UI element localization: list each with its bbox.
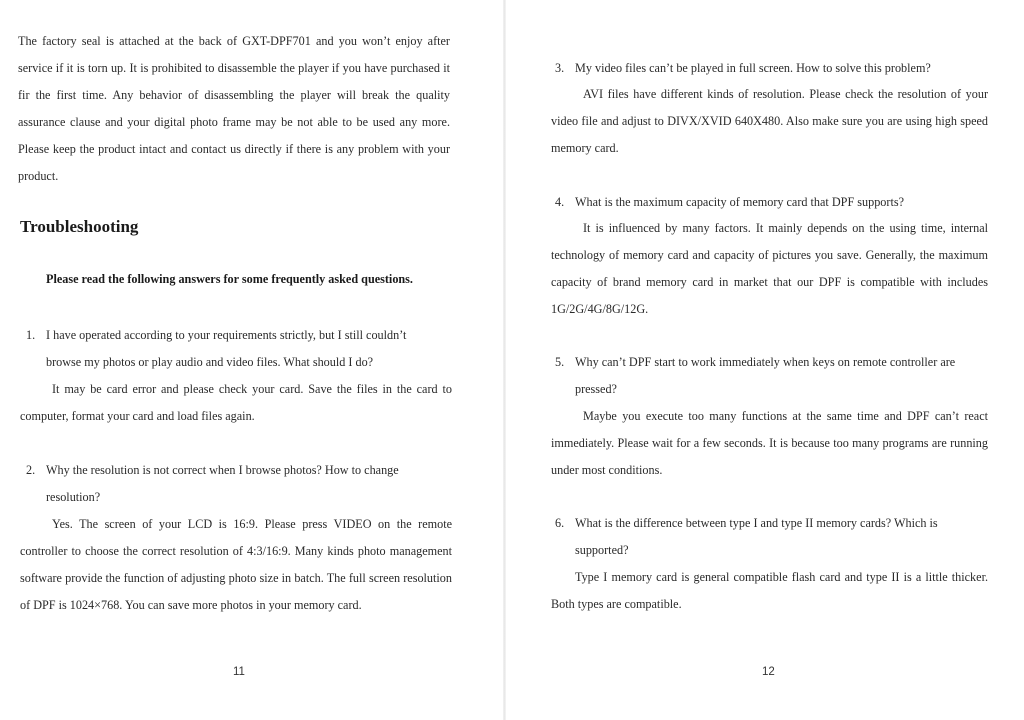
faq-answer-5: Maybe you execute too many functions at the same time and DPF can’t react immediately. Please wait for a few seconds. It is because too many programs are running under most conditions.	[551, 409, 988, 477]
faq-number: 6.	[555, 516, 565, 530]
faq-answer-2: Yes. The screen of your LCD is 16:9. Please press VIDEO on the remote controller to choose the correct resolution of 4:3/16:9. Many kinds photo management software provide the function of adjusting photo size in batch. The full screen resolution of DPF is 1024×768. You can save more photos in your memory card.	[20, 517, 452, 612]
faq-question-4	[555, 189, 988, 216]
faq-answer-1: It may be card error and please check your card. Save the files in the card to computer, format your card and load files again.	[20, 382, 452, 423]
faq-question-text: I have operated according to your requirements strictly, but I still couldn’t	[46, 328, 407, 342]
page-left	[0, 0, 505, 720]
page-number: 11	[233, 666, 245, 678]
section-subheading: Please read the following answers for some frequently asked questions.	[46, 272, 413, 286]
faq-question-2	[26, 457, 452, 511]
page-right	[507, 0, 1024, 720]
faq-question-text-cont: browse my photos or play audio and video files. What should I do?	[46, 355, 374, 369]
faq-number: 3.	[555, 61, 565, 75]
faq-number: 4.	[555, 195, 565, 209]
section-heading: Troubleshooting	[20, 217, 139, 236]
faq-question-text: Why can’t DPF start to work immediately when keys on remote controller are	[575, 355, 956, 369]
faq-question-text: My video files can’t be played in full screen. How to solve this problem?	[575, 61, 931, 75]
faq-question-5	[555, 349, 988, 403]
faq-answer-6: Type I memory card is general compatible flash card and type II is a little thicker. Both types are compatible.	[551, 570, 988, 611]
faq-number: 2.	[26, 463, 36, 477]
faq-answer-3: AVI files have different kinds of resolution. Please check the resolution of your video file and adjust to DIVX/XVID 640X480. Also make sure you are using high speed memory card.	[551, 87, 988, 155]
faq-question-text-cont: supported?	[575, 543, 629, 557]
faq-question-3	[555, 55, 988, 82]
faq-question-text: Why the resolution is not correct when I browse photos? How to change	[46, 463, 399, 477]
faq-question-text: What is the maximum capacity of memory card that DPF supports?	[575, 195, 904, 209]
faq-question-text-cont: resolution?	[46, 490, 101, 504]
faq-question-1	[26, 322, 452, 376]
faq-number: 1.	[26, 328, 36, 342]
faq-question-text-cont: pressed?	[575, 382, 617, 396]
page-number: 12	[762, 666, 775, 678]
faq-question-text: What is the difference between type I and type II memory cards? Which is	[575, 516, 938, 530]
faq-answer-4: It is influenced by many factors. It mainly depends on the using time, internal technology of memory card and capacity of pictures you save. Generally, the maximum capacity of brand memory card in market that our DPF is compatible with includes 1G/2G/4G/8G/12G.	[551, 221, 988, 316]
faq-number: 5.	[555, 355, 565, 369]
faq-question-6	[555, 510, 988, 564]
intro-paragraph: The factory seal is attached at the back of GXT-DPF701 and you won’t enjoy after service if it is torn up. It is prohibited to disassemble the player if you have purchased it fir the first time. Any behavior of disassembling the player will break the quality assurance clause and your digital photo frame may be not able to be used any more. Please keep the product intact and contact us directly if there is any problem with your product.	[18, 34, 450, 183]
